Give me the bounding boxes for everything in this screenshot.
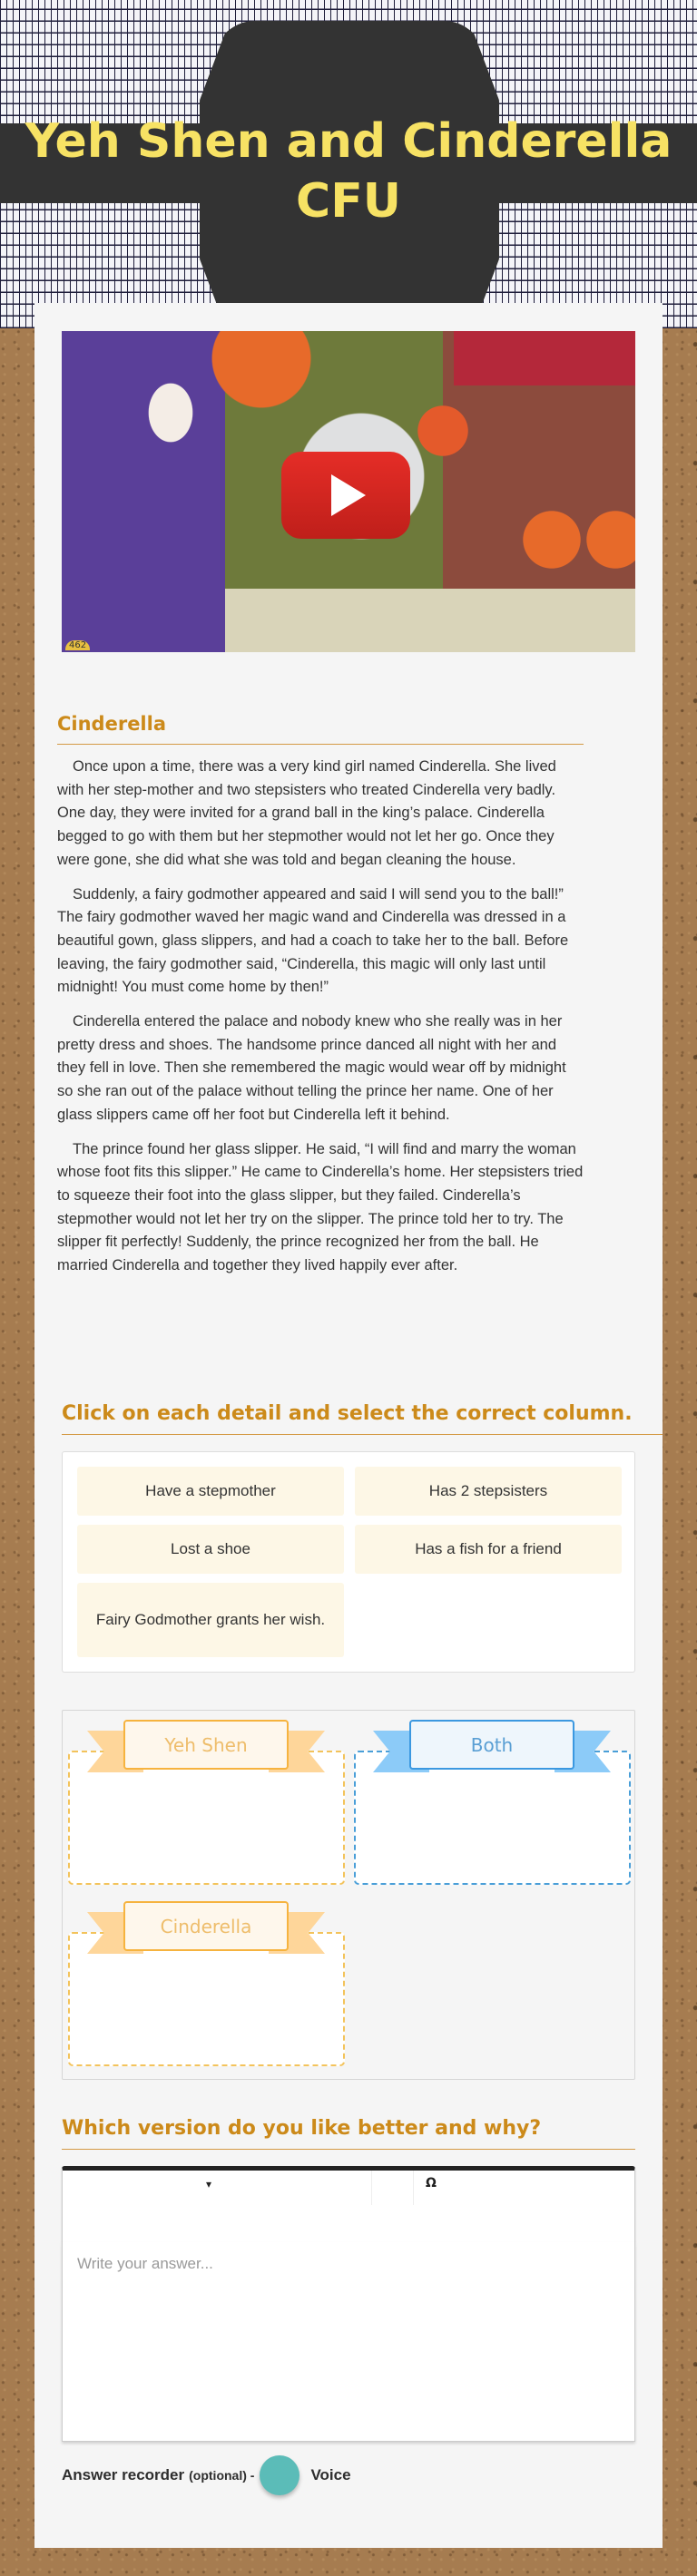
story-paragraph: Suddenly, a fairy godmother appeared and said I will send you to the ball!” The fairy godmother waved her magic wand and Cinderella was dressed in a beautiful gown, glass slippers, and had a coach to take her to the ball. Before leaving, the fairy godmother said, “Cinderella, this magic will only last until midnight! You must come home by then!” xyxy=(57,885,569,996)
column-label-yeh-shen: Yeh Shen xyxy=(123,1720,289,1770)
sorting-columns-box xyxy=(62,1710,635,2080)
editor-toolbar xyxy=(62,2166,635,2242)
open-question-heading: Which version do you like better and why? xyxy=(62,2117,635,2150)
story-paragraph: The prince found her glass slipper. He said, “I will find and marry the woman whose foot fits this slipper.” He came to Cinderella’s home. Her stepsisters tried to squeeze their foot into the glass slipper, but they failed. Cinderella’s stepmother would not let her try on the slipper. The prince told her to try. The slipper fit perfectly! Suddenly, the prince recognized her from the ball. He married Cinderella and together they lived happily ever after. xyxy=(57,1140,584,1274)
sorting-items-box xyxy=(62,1451,635,1673)
video-corner-label: 462 xyxy=(65,640,90,650)
recorder-voice-label[interactable]: Voice xyxy=(310,2466,351,2483)
story-paragraph: Once upon a time, there was a very kind girl named Cinderella. She lived with her step-mother and two stepsisters who treated Cinderella very badly. One day, they were invited for a grand ball in the king’s palace. Cinderella begged to go with them but her stepmother would not let her go. Once they were gone, she did what she was told and began cleaning the house. xyxy=(57,758,556,868)
page-title-line2: CFU xyxy=(296,174,401,229)
story-heading: Cinderella xyxy=(57,713,584,745)
format-dropdown-caret-icon[interactable]: ▾ xyxy=(206,2178,212,2191)
special-character-icon[interactable]: Ω xyxy=(426,2176,437,2191)
answer-recorder xyxy=(62,2453,635,2498)
open-question xyxy=(62,2117,635,2416)
sorting-heading: Click on each detail and select the correct column. xyxy=(62,1402,663,1435)
sort-item-chip[interactable]: Have a stepmother xyxy=(77,1467,344,1516)
column-ribbon-both xyxy=(373,1720,611,1776)
story-paragraph: Cinderella entered the palace and nobody knew who she really was in her pretty dress and shoes. The handsome prince danced all night with her and they fell in love. Then she remembered the magic would wear off by midnight so she ran out of the palace without telling the prince her name. One of her glass slippers came off her foot but Cinderella left it behind. xyxy=(57,1013,566,1123)
page-title-line1: Yeh Shen and Cinderella xyxy=(25,114,672,169)
sort-item-chip[interactable]: Fairy Godmother grants her wish. xyxy=(77,1583,344,1657)
page-title xyxy=(0,112,697,231)
column-label-cinderella: Cinderella xyxy=(123,1901,289,1951)
sort-item-chip[interactable]: Lost a shoe xyxy=(77,1525,344,1574)
toolbar-divider xyxy=(371,2171,372,2205)
column-ribbon-yeh-shen xyxy=(87,1720,325,1776)
toolbar-divider xyxy=(413,2171,414,2205)
worksheet-card xyxy=(34,303,663,2548)
record-voice-button[interactable] xyxy=(260,2455,299,2495)
answer-placeholder: Write your answer... xyxy=(77,2255,213,2272)
column-ribbon-cinderella xyxy=(87,1901,325,1957)
sort-item-chip[interactable]: Has a fish for a friend xyxy=(355,1525,622,1574)
answer-textarea[interactable] xyxy=(62,2242,635,2442)
column-label-both: Both xyxy=(409,1720,574,1770)
sort-item-chip[interactable]: Has 2 stepsisters xyxy=(355,1467,622,1516)
recorder-optional: (optional) - xyxy=(189,2468,255,2483)
recorder-label: Answer recorder xyxy=(62,2466,185,2483)
activities-column xyxy=(62,303,635,2548)
title-banner xyxy=(0,84,697,240)
sorting-heading-wrap xyxy=(62,1402,663,1435)
